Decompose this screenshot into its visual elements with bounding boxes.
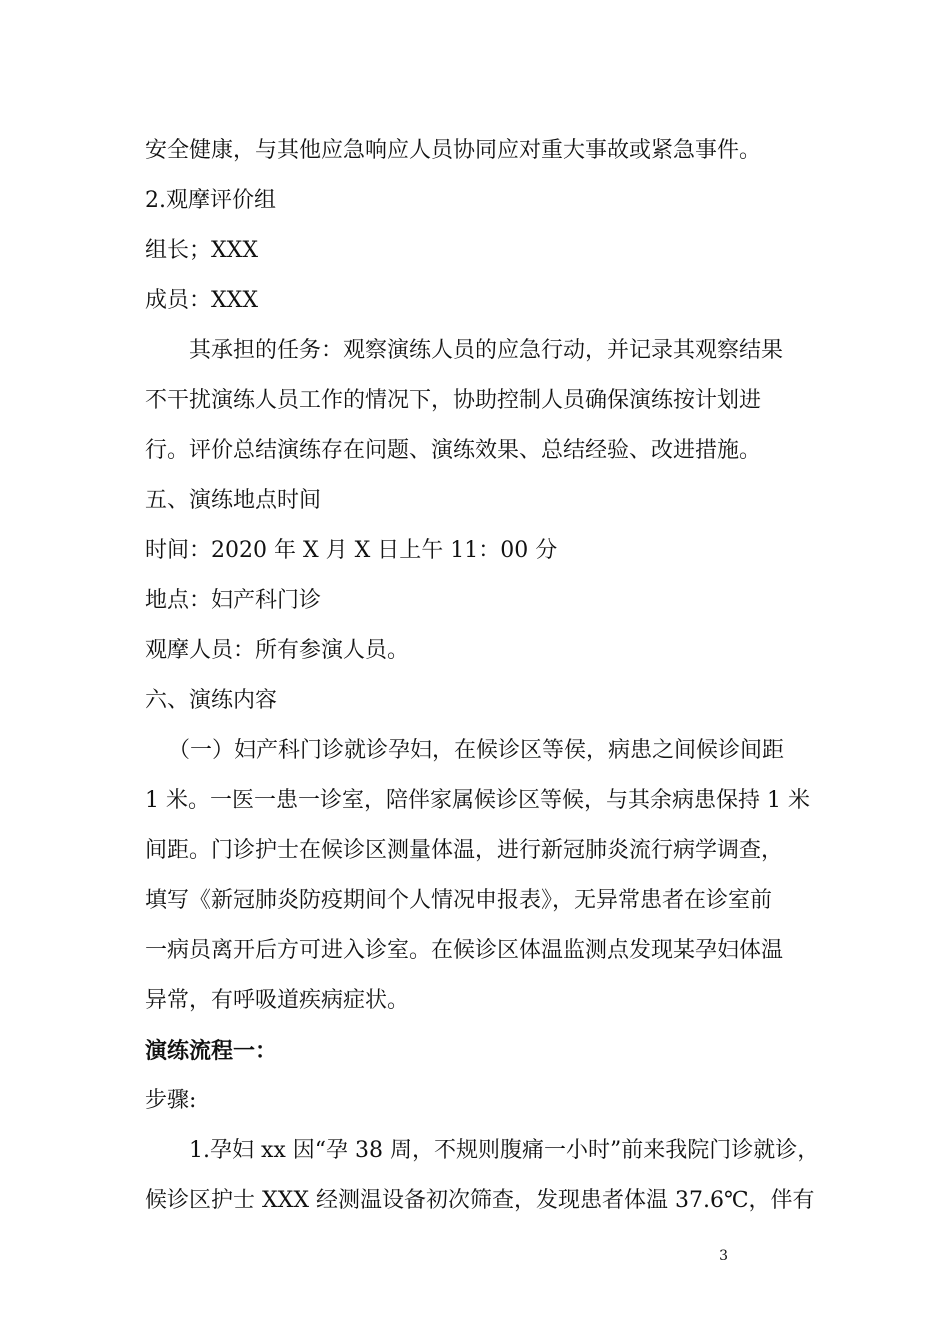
body-line: 步骤: xyxy=(145,1088,197,1113)
section-heading: 六、演练内容 xyxy=(145,688,278,713)
body-line: 组长；XXX xyxy=(145,238,258,263)
body-line: 行。评价总结演练存在问题、演练效果、总结经验、改进措施。 xyxy=(145,438,762,463)
page-number: 3 xyxy=(719,1248,728,1264)
body-line: 1 米。一医一患一诊室，陪伴家属候诊区等候，与其余病患保持 1 米 xyxy=(145,788,810,813)
body-line: （一）妇产科门诊就诊孕妇，在候诊区等侯，病患之间候诊间距 xyxy=(168,738,785,763)
section-heading: 五、演练地点时间 xyxy=(145,488,322,513)
body-line: 候诊区护士 XXX 经测温设备初次筛查，发现患者体温 37.6℃，伴有 xyxy=(145,1188,815,1213)
body-line: 成员：XXX xyxy=(145,288,258,313)
body-line: 观摩人员：所有参演人员。 xyxy=(145,638,410,663)
body-line: 安全健康，与其他应急响应人员协同应对重大事故或紧急事件。 xyxy=(145,138,762,163)
body-line: 时间：2020 年 X 月 X 日上午 11：00 分 xyxy=(145,538,558,563)
body-line: 地点：妇产科门诊 xyxy=(145,588,322,613)
body-line: 其承担的任务：观察演练人员的应急行动，并记录其观察结果 xyxy=(189,338,784,363)
body-line: 不干扰演练人员工作的情况下，协助控制人员确保演练按计划进 xyxy=(145,388,762,413)
body-line: 异常，有呼吸道疾病症状。 xyxy=(145,988,410,1013)
bold-heading: 演练流程一： xyxy=(145,1038,278,1064)
section-heading: 2.观摩评价组 xyxy=(145,188,276,213)
body-line: 一病员离开后方可进入诊室。在候诊区体温监测点发现某孕妇体温 xyxy=(145,938,784,963)
body-line: 间距。门诊护士在候诊区测量体温，进行新冠肺炎流行病学调查， xyxy=(145,838,784,863)
body-line: 1.孕妇 xx 因“孕 38 周，不规则腹痛一小时”前来我院门诊就诊， xyxy=(189,1138,820,1163)
body-line: 填写《新冠肺炎防疫期间个人情况申报表》，无异常患者在诊室前 xyxy=(145,888,773,913)
